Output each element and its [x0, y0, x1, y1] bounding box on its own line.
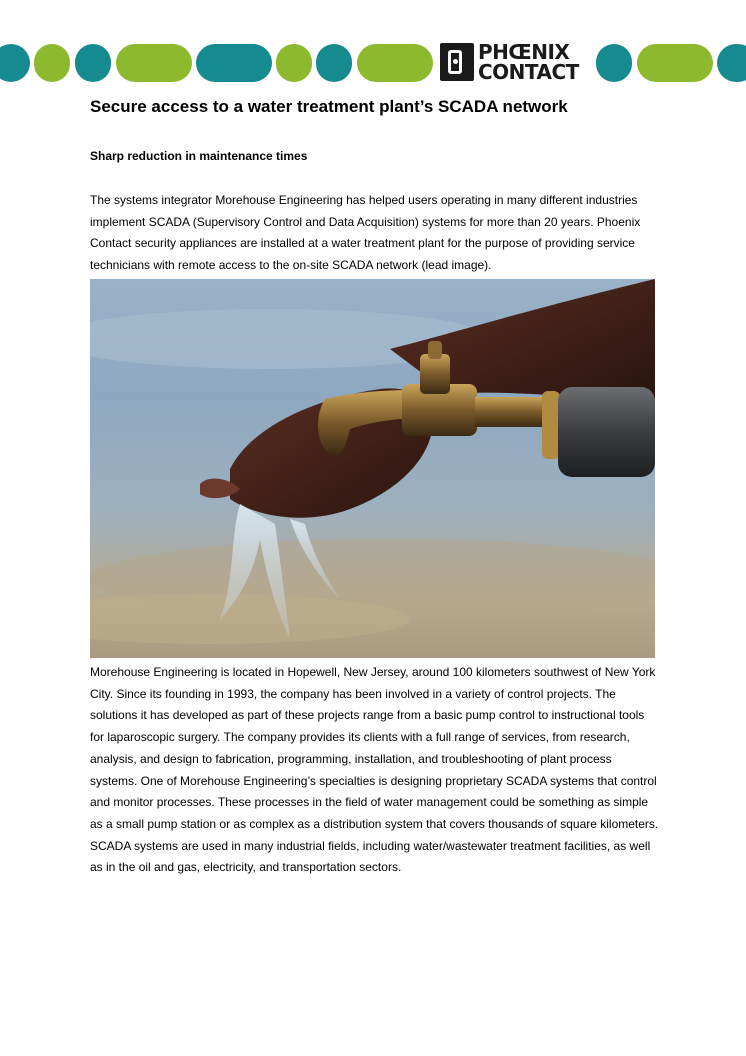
phoenix-contact-logo	[438, 42, 592, 84]
teal-pill	[196, 44, 272, 82]
lime-pill	[357, 44, 433, 82]
logo-line-2: CONTACT	[478, 60, 579, 84]
teal-dot	[717, 44, 746, 82]
article-title: Secure access to a water treatment plant’s SCADA network	[90, 97, 568, 116]
body-paragraph: Morehouse Engineering is located in Hopewell, New Jersey, around 100 kilometers southwest of New York City. Since its founding in 1993, the company has been involved in a variety of control projects. The solutions it has developed as part of these projects range from a basic pump control to instructional tools for laparoscopic surgery. The company provides its clients with a full range of services, from research, analysis, and design to fabrication, programming, installation, and troubleshooting of plant process systems. One of Morehouse Engineering’s specialties is designing proprietary SCADA systems that control and monitor processes. These processes in the field of water management could be something as simple as a small pump station or as complex as a distribution system that covers thousands of square kilometers. SCADA systems are used in many industrial fields, including water/wastewater treatment facilities, as well as in the oil and gas, electricity, and transportation sectors.	[90, 665, 659, 875]
photo-hand-under-water-tap-icon	[90, 279, 655, 658]
logo-line-1: PHŒNIX	[478, 40, 570, 64]
lime-pill	[637, 44, 713, 82]
article-subheading: Sharp reduction in maintenance times	[90, 149, 308, 163]
logo-wordmark	[478, 42, 592, 82]
teal-dot	[0, 44, 30, 82]
intro-paragraph: The systems integrator Morehouse Engineering has helped users operating in many different industries implement SCADA (Supervisory Control and Data Acquisition) systems for more than 20 years. Phoenix Contact security appliances are installed at a water treatment plant for the purpose of providing service technicians with remote access to the on-site SCADA network (lead image).	[90, 193, 641, 273]
teal-dot	[75, 44, 111, 82]
teal-dot	[316, 44, 352, 82]
lime-dot	[276, 44, 312, 82]
logo-mark-icon	[440, 43, 474, 81]
brand-dot-band	[0, 40, 746, 82]
lime-dot	[34, 44, 70, 82]
lead-image	[90, 279, 655, 658]
teal-dot	[596, 44, 632, 82]
lime-pill	[116, 44, 192, 82]
